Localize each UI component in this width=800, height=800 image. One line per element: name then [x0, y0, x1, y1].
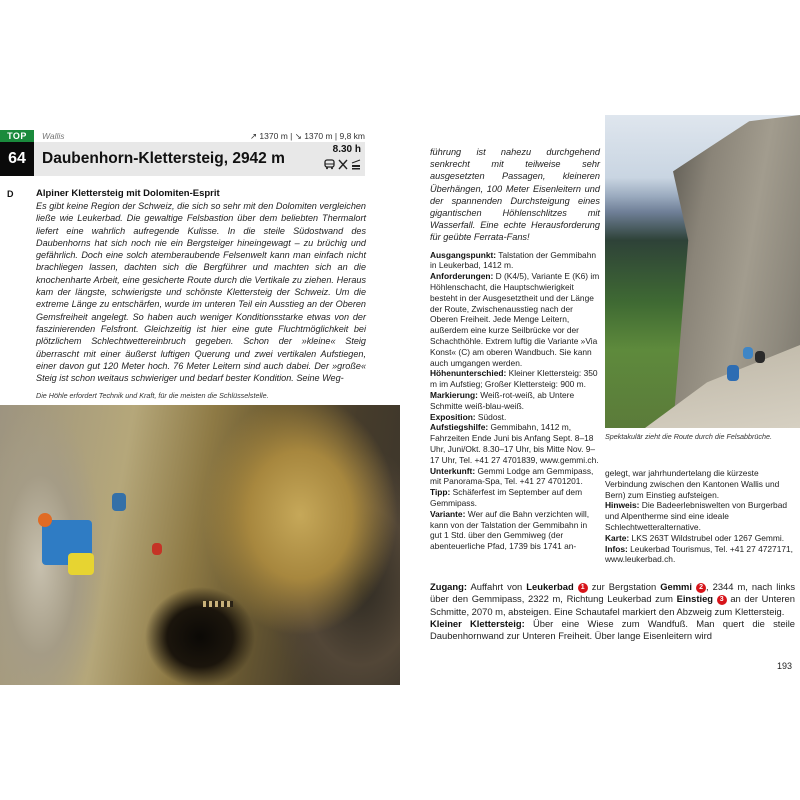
- climber-figure: [68, 553, 94, 575]
- page-number: 193: [777, 661, 793, 671]
- info-label: Aufstiegshilfe:: [430, 422, 489, 433]
- info-text: Weiß-rot-weiß, ab Untere Schmitte weiß-blau-weiß.: [430, 389, 575, 411]
- tour-title: Daubenhorn-Klettersteig, 2942 m: [42, 150, 285, 167]
- info-label: Anforderungen:: [430, 271, 494, 282]
- info-text: Gemmibahn, 1412 m, Fahrzeiten Ende Juni bis Anfang Sept. 8–18 Uhr, Juni/Okt. 8.30–17 Uhr, bis Mitte Nov. 9–17 Uhr, Tel. +41 27 4701839, www.gemmi.ch.: [430, 422, 599, 465]
- info-item: [430, 487, 600, 509]
- tour-number: 64: [0, 142, 34, 176]
- small-route-label: Kleiner Klettersteig:: [430, 617, 525, 629]
- restaurant-icon: [338, 159, 348, 174]
- difficulty-grade: D: [7, 189, 14, 199]
- info-text: LKS 263T Wildstrubel oder 1267 Gemmi.: [629, 532, 785, 543]
- info-label: Markierung:: [430, 389, 478, 400]
- cave-climbing-photo: [0, 405, 400, 685]
- climber-figure: [152, 543, 162, 555]
- map-marker-3: 3: [717, 595, 727, 605]
- info-label: Karte:: [605, 532, 630, 543]
- tour-stats: ↗ 1370 m | ↘ 1370 m | 9,8 km: [249, 131, 365, 141]
- info-column-2: [605, 468, 795, 565]
- info-item: [430, 368, 600, 390]
- region-label: Wallis: [42, 131, 65, 141]
- info-text: D (K4/5), Variante E (K6) im Höhlenschacht, die Hauptschwierigkeit besteht in der Ausgesetztheit und der Länge der Route, Zwischenausstieg nach der Oberen Freiheit. Jede Menge Leitern, außerdem eine kurze Seilbrücke vor der Schachthöhle. Extrem luftig die Variante »Via Konst« (C) am oberen Wandbuch. Sie kann auch umgangen werden.: [430, 271, 600, 368]
- info-item: [605, 500, 795, 532]
- cave-photo-caption: Die Höhle erfordert Technik und Kraft, für die meisten die Schlüsselstelle.: [36, 391, 269, 400]
- info-label: Ausgangspunkt:: [430, 249, 497, 260]
- info-item: [430, 412, 600, 423]
- top-badge: TOP: [0, 130, 34, 142]
- cliff-photo-caption: Spektakulär zieht die Route durch die Felsabbrüche.: [605, 432, 773, 441]
- info-item: [430, 422, 600, 465]
- tour-header: [0, 130, 365, 177]
- ladder: [203, 601, 233, 607]
- info-item: [430, 271, 600, 368]
- info-list: [430, 250, 600, 552]
- variant-continuation: gelegt, war jahrhundertelang die kürzeste Verbindung zwischen den Kantonen Wallis und Bern) zum Einstieg aufsteigen.: [605, 468, 780, 500]
- info-label: Variante:: [430, 508, 466, 519]
- facility-icons: [324, 159, 361, 174]
- info-label: Infos:: [605, 543, 628, 554]
- bus-icon: [324, 159, 335, 174]
- info-label: Höhenunterschied:: [430, 368, 507, 379]
- info-text: Gemmi Lodge am Gemmipass, mit Panorama-Spa, Tel. +41 27 4701201.: [430, 465, 594, 487]
- info-item: [605, 544, 795, 566]
- info-list-2: [605, 500, 795, 565]
- info-label: Unterkunft:: [430, 465, 476, 476]
- info-text: Leukerbad Tourismus, Tel. +41 27 4727171, www.leukerbad.ch.: [605, 543, 794, 565]
- info-label: Hinweis:: [605, 500, 640, 511]
- info-item: [430, 466, 600, 488]
- info-label: Tipp:: [430, 487, 451, 498]
- cable-car-icon: [351, 159, 361, 174]
- cliff-photo: [605, 115, 800, 428]
- info-item: [430, 390, 600, 412]
- info-text: Schäferfest im September auf dem Gemmipass.: [430, 487, 583, 508]
- climber-figure: [112, 493, 126, 511]
- title-bar: [34, 142, 365, 176]
- access-paragraph: Zugang: Auffahrt von Leukerbad 1 zur Bergstation Gemmi 2 , 2344 m, nach links über den Gemmipass, 2322 m, Richtung Leukerbad zum Einstieg 3 an der Unteren Schmitte, 2070 m, absteigen. Eine Schautafel markiert den Abzweig zum Klettersteig.: [430, 581, 796, 617]
- info-item: [605, 533, 795, 544]
- info-label: Exposition:: [430, 411, 476, 422]
- climber-figure: [38, 513, 52, 527]
- intro-continuation: führung ist nahezu durchgehend senkrecht mit teilweise sehr ausgesetzten Passagen, kleineren Überhängen, 100 Meter Eisenleitern und der spannenden Durchsteigung eines gigantischen Höhlenschlitzes mit Wasserfall. Eine echte Herausforderung für geübte Ferrata-Fans!: [430, 147, 600, 243]
- subheading: Alpiner Klettersteig mit Dolomiten-Esprit: [36, 188, 220, 199]
- access-section: [430, 581, 795, 642]
- info-item: [430, 509, 600, 552]
- place-gemmi: Gemmi: [660, 581, 692, 592]
- info-text: Südost.: [475, 411, 507, 422]
- climber-figure: [727, 365, 739, 381]
- info-item: [430, 250, 600, 272]
- intro-text: Es gibt keine Region der Schweiz, die sich so sehr mit den Dolomiten vergleichen ließe wie Leukerbad. Die gewaltige Felsbastion über dem beliebten Thermalort liefert eine wahrlich aufregende Kulisse. In die steile Südostwand des Daubenhorns hat sich noch nie ein Bergsteiger hineingewagt – zu brüchig und gefährlich. Doch eine solch atemberaubende Felsenwelt kann man einfach nicht brachliegen lassen, dachten sich die Bergführer und machten sich an die knochenharte Arbeit, eine gesicherte Route durch die Vertikale zu ziehen. Heraus kam der längste, schwierigste und schönste Klettersteig der Schweiz. Um die extreme Länge zu entschärfen, wurde im unteren Teil ein Ausstieg an der Oberen Gemsfreiheit angelegt. So haben auch weniger Konditionsstarke etwas von der faszinierenden Felsfront. Gleichzeitig ist hier eine gute Fluchtmöglichkeit bei plötzlichem Schlechtwettereinbruch gegeben. Schon der »kleine« Steig überrascht mit einer äußerst luftigen Querung und zwei vertikalen Aufstiegen, einer davon gut 120 Meter hoch. 76 Meter Leitern sind auch dabei. Der »große« Steig ist schon weitaus schwieriger und bedarf bester Kondition. Seine Weg-: [36, 201, 366, 384]
- duration: 8.30 h: [332, 144, 361, 155]
- access-label: Zugang:: [430, 581, 467, 592]
- info-column-1: [430, 146, 600, 552]
- map-marker-1: 1: [578, 583, 588, 593]
- info-text: Die Badeerlebniswelten von Burgerbad und Alpentherme sind eine ideale Schlechtwetteralternative.: [605, 500, 788, 532]
- info-text: Wer auf die Bahn verzichten will, kann von der Talstation der Gemmibahn in gut 1 Std. über den Gemmiweg (der abenteuerliche Pfad, 1739 bis 1741 an-: [430, 508, 590, 552]
- climber-figure: [743, 347, 753, 359]
- info-text: Kleiner Klettersteig: 350 m im Aufstieg; Großer Klettersteig: 900 m.: [430, 368, 598, 390]
- place-leukerbad: Leukerbad: [526, 581, 574, 592]
- map-marker-2: 2: [696, 583, 706, 593]
- climber-figure: [755, 351, 765, 363]
- small-route-paragraph: Kleiner Klettersteig: Über eine Wiese zum Wandfuß. Man quert die steile Daubenhornwand zur Unteren Freiheit. Über lange Eisenleitern wird: [430, 617, 795, 642]
- place-einstieg: Einstieg: [676, 593, 714, 605]
- info-text: Talstation der Gemmibahn in Leukerbad, 1412 m.: [430, 249, 597, 271]
